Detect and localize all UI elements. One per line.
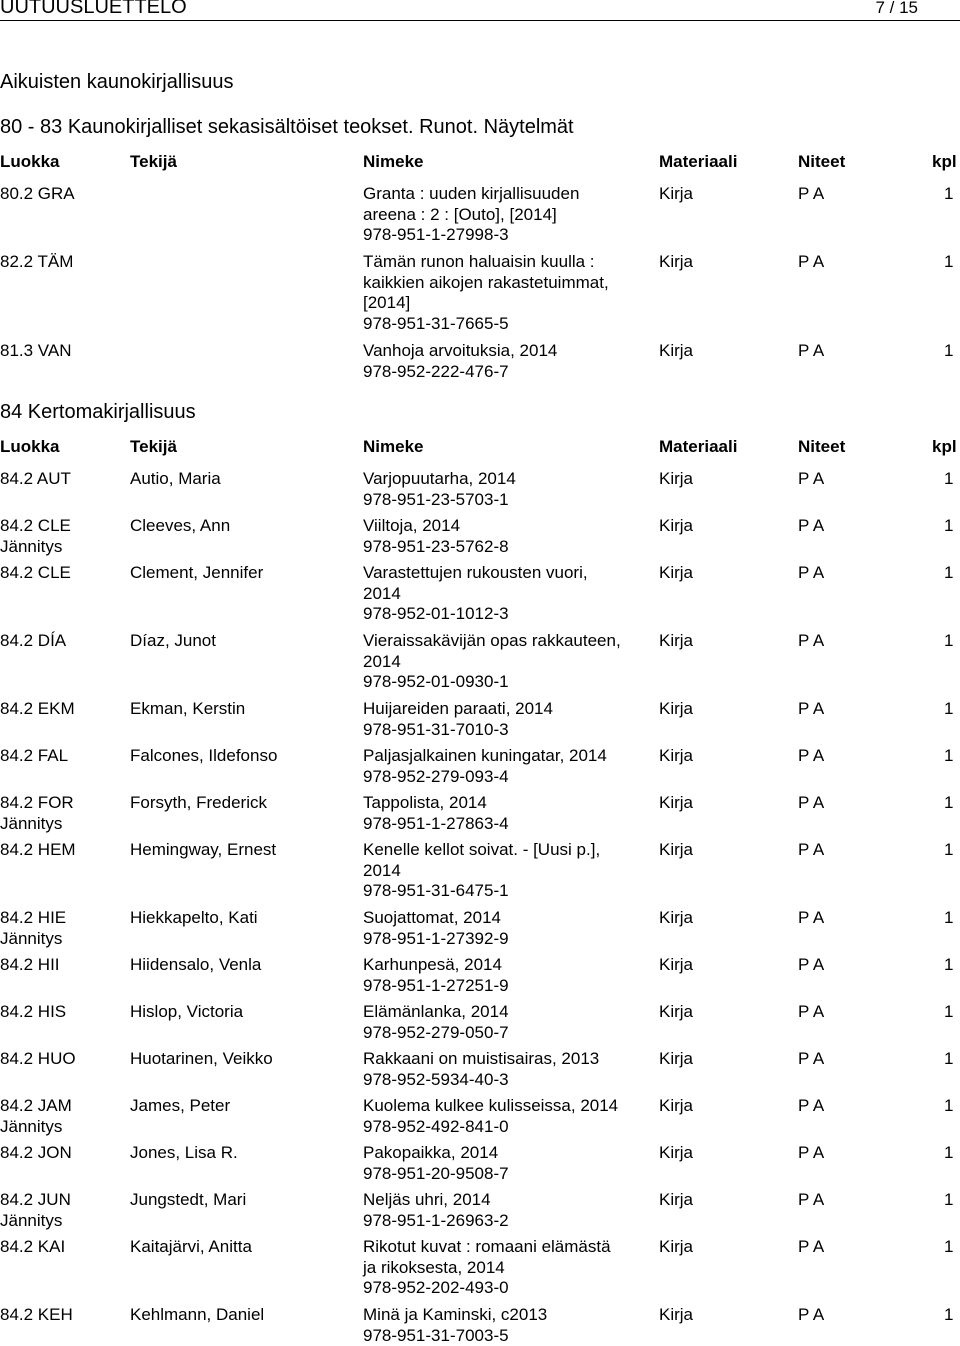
cell-nimeke (363, 1143, 648, 1184)
cell-nimeke (363, 563, 648, 625)
cell-niteet: P A (798, 184, 825, 203)
cell-materiaali: Kirja (659, 1049, 694, 1068)
column-header-luokka: Luokka (0, 152, 60, 171)
cell-nimeke (363, 341, 648, 382)
section-heading-84: 84 Kertomakirjallisuus (0, 401, 196, 423)
cell-tekija: Jones, Lisa R. (130, 1143, 238, 1162)
cell-luokka (0, 469, 71, 490)
title-line: Neljäs uhri, 2014 (363, 1190, 491, 1209)
cell-niteet: P A (798, 1002, 825, 1021)
isbn: 978-951-1-27998-3 (363, 225, 509, 245)
cell-kpl: 1 (944, 631, 954, 650)
section-heading-80-83: 80 - 83 Kaunokirjalliset sekasisältöiset teokset. Runot. Näytelmät (0, 116, 574, 138)
shelf-code: 84.2 FAL (0, 746, 69, 765)
cell-materiaali: Kirja (659, 184, 694, 203)
shelf-code: 84.2 JUN (0, 1190, 71, 1209)
cell-nimeke (363, 908, 648, 949)
isbn: 978-951-1-26963-2 (363, 1210, 509, 1230)
cell-kpl: 1 (944, 1049, 954, 1068)
shelf-code: 84.2 AUT (0, 469, 71, 488)
cell-luokka (0, 563, 71, 584)
cell-luokka (0, 793, 74, 834)
title-line: Paljasjalkainen kuningatar, 2014 (363, 746, 607, 765)
shelf-code: 84.2 EKM (0, 699, 75, 718)
cell-luokka (0, 840, 76, 861)
cell-niteet: P A (798, 469, 825, 488)
cell-nimeke (363, 1305, 648, 1346)
column-header-niteet: Niteet (798, 437, 846, 456)
shelf-code: 84.2 KEH (0, 1305, 73, 1324)
cell-luokka (0, 1190, 71, 1231)
cell-kpl: 1 (944, 793, 954, 812)
cell-nimeke (363, 1190, 648, 1231)
isbn: 978-952-279-050-7 (363, 1022, 509, 1042)
title-line: Granta : uuden kirjallisuuden (363, 184, 580, 203)
cell-kpl: 1 (944, 469, 954, 488)
shelf-code: 84.2 HII (0, 955, 60, 974)
cell-niteet: P A (798, 908, 825, 927)
title-line: Kuolema kulkee kulisseissa, 2014 (363, 1096, 619, 1115)
cell-niteet: P A (798, 252, 825, 271)
cell-materiaali: Kirja (659, 1143, 694, 1162)
isbn: 978-952-01-0930-1 (363, 672, 509, 692)
isbn: 978-951-20-9508-7 (363, 1163, 509, 1183)
cell-materiaali: Kirja (659, 341, 694, 360)
isbn: 978-951-1-27392-9 (363, 928, 509, 948)
cell-kpl: 1 (944, 516, 954, 535)
cell-tekija: Autio, Maria (130, 469, 221, 488)
column-header-nimeke: Nimeke (363, 437, 424, 456)
column-header-kpl: kpl (932, 437, 957, 456)
cell-materiaali: Kirja (659, 699, 694, 718)
cell-tekija: Kaitajärvi, Anitta (130, 1237, 252, 1256)
genre-label: Jännitys (0, 813, 63, 833)
title-line: Vieraissakävijän opas rakkauteen, (363, 631, 621, 650)
title-line: Viiltoja, 2014 (363, 516, 461, 535)
cell-niteet: P A (798, 1143, 825, 1162)
shelf-code: 84.2 HIS (0, 1002, 67, 1021)
isbn: 978-952-279-093-4 (363, 766, 509, 786)
cell-materiaali: Kirja (659, 469, 694, 488)
column-header-kpl: kpl (932, 152, 957, 171)
title-line: 2014 (363, 860, 401, 880)
cell-tekija: Falcones, Ildefonso (130, 746, 278, 765)
cell-kpl: 1 (944, 1237, 954, 1256)
title-line: [2014] (363, 293, 411, 313)
cell-nimeke (363, 793, 648, 834)
cell-tekija: Kehlmann, Daniel (130, 1305, 265, 1324)
header-divider (0, 20, 960, 21)
shelf-code: 84.2 HEM (0, 840, 76, 859)
genre-label: Jännitys (0, 1116, 63, 1136)
cell-materiaali: Kirja (659, 840, 694, 859)
cell-tekija: Forsyth, Frederick (130, 793, 267, 812)
cell-materiaali: Kirja (659, 746, 694, 765)
isbn: 978-951-1-27251-9 (363, 975, 509, 995)
cell-luokka (0, 516, 71, 557)
column-header-nimeke: Nimeke (363, 152, 424, 171)
cell-materiaali: Kirja (659, 252, 694, 271)
document-title: UUTUUSLUETTELO (0, 0, 187, 18)
cell-luokka (0, 908, 66, 949)
cell-kpl: 1 (944, 1002, 954, 1021)
title-line: Rakkaani on muistisairas, 2013 (363, 1049, 600, 1068)
shelf-code: 84.2 HIE (0, 908, 67, 927)
cell-kpl: 1 (944, 908, 954, 927)
shelf-code: 81.3 VAN (0, 341, 72, 360)
cell-nimeke (363, 955, 648, 996)
title-line: 2014 (363, 583, 401, 603)
cell-kpl: 1 (944, 955, 954, 974)
column-header-tekija: Tekijä (130, 437, 177, 456)
title-line: Varastettujen rukousten vuori, (363, 563, 588, 582)
isbn: 978-952-01-1012-3 (363, 604, 509, 624)
cell-luokka (0, 1143, 72, 1164)
cell-tekija: James, Peter (130, 1096, 231, 1115)
shelf-code: 84.2 FOR (0, 793, 74, 812)
isbn: 978-951-31-7010-3 (363, 719, 509, 739)
cell-luokka (0, 252, 73, 273)
column-header-materiaali: Materiaali (659, 152, 738, 171)
cell-luokka (0, 184, 75, 205)
cell-tekija: Hemingway, Ernest (130, 840, 277, 859)
cell-materiaali: Kirja (659, 1096, 694, 1115)
title-line: Vanhoja arvoituksia, 2014 (363, 341, 558, 360)
shelf-code: 80.2 GRA (0, 184, 75, 203)
cell-kpl: 1 (944, 252, 954, 271)
title-line: Minä ja Kaminski, c2013 (363, 1305, 548, 1324)
column-header-row (0, 435, 960, 459)
genre-label: Jännitys (0, 1210, 63, 1230)
page-number: 7 / 15 (875, 0, 918, 17)
isbn: 978-952-5934-40-3 (363, 1069, 509, 1089)
cell-nimeke (363, 469, 648, 510)
cell-kpl: 1 (944, 184, 954, 203)
isbn: 978-951-23-5762-8 (363, 536, 509, 556)
isbn: 978-951-23-5703-1 (363, 489, 509, 509)
cell-luokka (0, 746, 68, 767)
cell-niteet: P A (798, 1190, 825, 1209)
shelf-code: 84.2 CLE (0, 563, 71, 582)
cell-kpl: 1 (944, 840, 954, 859)
cell-tekija: Hiidensalo, Venla (130, 955, 262, 974)
shelf-code: 84.2 CLE (0, 516, 71, 535)
shelf-code: 84.2 KAI (0, 1237, 66, 1256)
cell-materiaali: Kirja (659, 1237, 694, 1256)
cell-luokka (0, 955, 60, 976)
cell-niteet: P A (798, 341, 825, 360)
cell-tekija: Hislop, Victoria (130, 1002, 244, 1021)
cell-tekija: Huotarinen, Veikko (130, 1049, 273, 1068)
cell-kpl: 1 (944, 1096, 954, 1115)
cell-nimeke (363, 1002, 648, 1043)
isbn: 978-951-1-27863-4 (363, 813, 509, 833)
cell-tekija: Jungstedt, Mari (130, 1190, 247, 1209)
cell-niteet: P A (798, 955, 825, 974)
shelf-code: 82.2 TÄM (0, 252, 74, 271)
title-line: Suojattomat, 2014 (363, 908, 501, 927)
isbn: 978-952-222-476-7 (363, 361, 509, 381)
cell-kpl: 1 (944, 1305, 954, 1324)
cell-tekija: Hiekkapelto, Kati (130, 908, 258, 927)
column-header-row (0, 150, 960, 174)
cell-kpl: 1 (944, 1190, 954, 1209)
cell-nimeke (363, 840, 648, 902)
cell-kpl: 1 (944, 699, 954, 718)
cell-nimeke (363, 1096, 648, 1137)
cell-kpl: 1 (944, 563, 954, 582)
title-line: Tappolista, 2014 (363, 793, 487, 812)
cell-luokka (0, 1237, 65, 1258)
title-line: ja rikoksesta, 2014 (363, 1257, 505, 1277)
isbn: 978-951-31-7665-5 (363, 313, 509, 333)
genre-label: Jännitys (0, 928, 63, 948)
cell-materiaali: Kirja (659, 908, 694, 927)
title-line: Tämän runon haluaisin kuulla : (363, 252, 595, 271)
title-line: Karhunpesä, 2014 (363, 955, 502, 974)
cell-materiaali: Kirja (659, 793, 694, 812)
category-heading: Aikuisten kaunokirjallisuus (0, 71, 234, 93)
cell-kpl: 1 (944, 1143, 954, 1162)
isbn: 978-952-492-841-0 (363, 1116, 509, 1136)
column-header-luokka: Luokka (0, 437, 60, 456)
cell-niteet: P A (798, 699, 825, 718)
cell-niteet: P A (798, 1049, 825, 1068)
cell-luokka (0, 341, 72, 362)
cell-nimeke (363, 1049, 648, 1090)
title-line: Elämänlanka, 2014 (363, 1002, 509, 1021)
cell-kpl: 1 (944, 341, 954, 360)
title-line: kaikkien aikojen rakastetuimmat, (363, 272, 609, 292)
cell-materiaali: Kirja (659, 955, 694, 974)
cell-tekija: Ekman, Kerstin (130, 699, 246, 718)
cell-luokka (0, 1002, 66, 1023)
genre-label: Jännitys (0, 536, 63, 556)
cell-luokka (0, 699, 75, 720)
title-line: Varjopuutarha, 2014 (363, 469, 516, 488)
cell-nimeke (363, 252, 648, 334)
cell-kpl: 1 (944, 746, 954, 765)
page-header (0, 0, 960, 20)
cell-luokka (0, 1305, 73, 1326)
shelf-code: 84.2 JON (0, 1143, 72, 1162)
title-line: Kenelle kellot soivat. - [Uusi p.], (363, 840, 601, 859)
cell-nimeke (363, 516, 648, 557)
cell-niteet: P A (798, 563, 825, 582)
column-header-niteet: Niteet (798, 152, 846, 171)
title-line: 2014 (363, 651, 401, 671)
cell-niteet: P A (798, 1305, 825, 1324)
cell-niteet: P A (798, 840, 825, 859)
cell-luokka (0, 631, 66, 652)
cell-luokka (0, 1049, 76, 1070)
title-line: Rikotut kuvat : romaani elämästä (363, 1237, 611, 1256)
cell-nimeke (363, 746, 648, 787)
cell-tekija: Cleeves, Ann (130, 516, 231, 535)
cell-materiaali: Kirja (659, 1002, 694, 1021)
cell-nimeke (363, 184, 648, 246)
cell-niteet: P A (798, 793, 825, 812)
title-line: Pakopaikka, 2014 (363, 1143, 499, 1162)
isbn: 978-951-31-7003-5 (363, 1325, 509, 1345)
cell-materiaali: Kirja (659, 631, 694, 650)
cell-nimeke (363, 699, 648, 740)
shelf-code: 84.2 DÍA (0, 631, 67, 650)
shelf-code: 84.2 HUO (0, 1049, 76, 1068)
title-line: Huijareiden paraati, 2014 (363, 699, 553, 718)
shelf-code: 84.2 JAM (0, 1096, 72, 1115)
column-header-materiaali: Materiaali (659, 437, 738, 456)
column-header-tekija: Tekijä (130, 152, 177, 171)
cell-tekija: Clement, Jennifer (130, 563, 264, 582)
cell-luokka (0, 1096, 72, 1137)
cell-nimeke (363, 631, 648, 693)
cell-materiaali: Kirja (659, 563, 694, 582)
cell-tekija: Díaz, Junot (130, 631, 216, 650)
cell-niteet: P A (798, 516, 825, 535)
title-line: areena : 2 : [Outo], [2014] (363, 204, 557, 224)
isbn: 978-952-202-493-0 (363, 1278, 509, 1298)
cell-materiaali: Kirja (659, 1305, 694, 1324)
isbn: 978-951-31-6475-1 (363, 881, 509, 901)
cell-niteet: P A (798, 746, 825, 765)
cell-niteet: P A (798, 631, 825, 650)
cell-niteet: P A (798, 1096, 825, 1115)
cell-materiaali: Kirja (659, 1190, 694, 1209)
cell-nimeke (363, 1237, 648, 1299)
cell-niteet: P A (798, 1237, 825, 1256)
cell-materiaali: Kirja (659, 516, 694, 535)
